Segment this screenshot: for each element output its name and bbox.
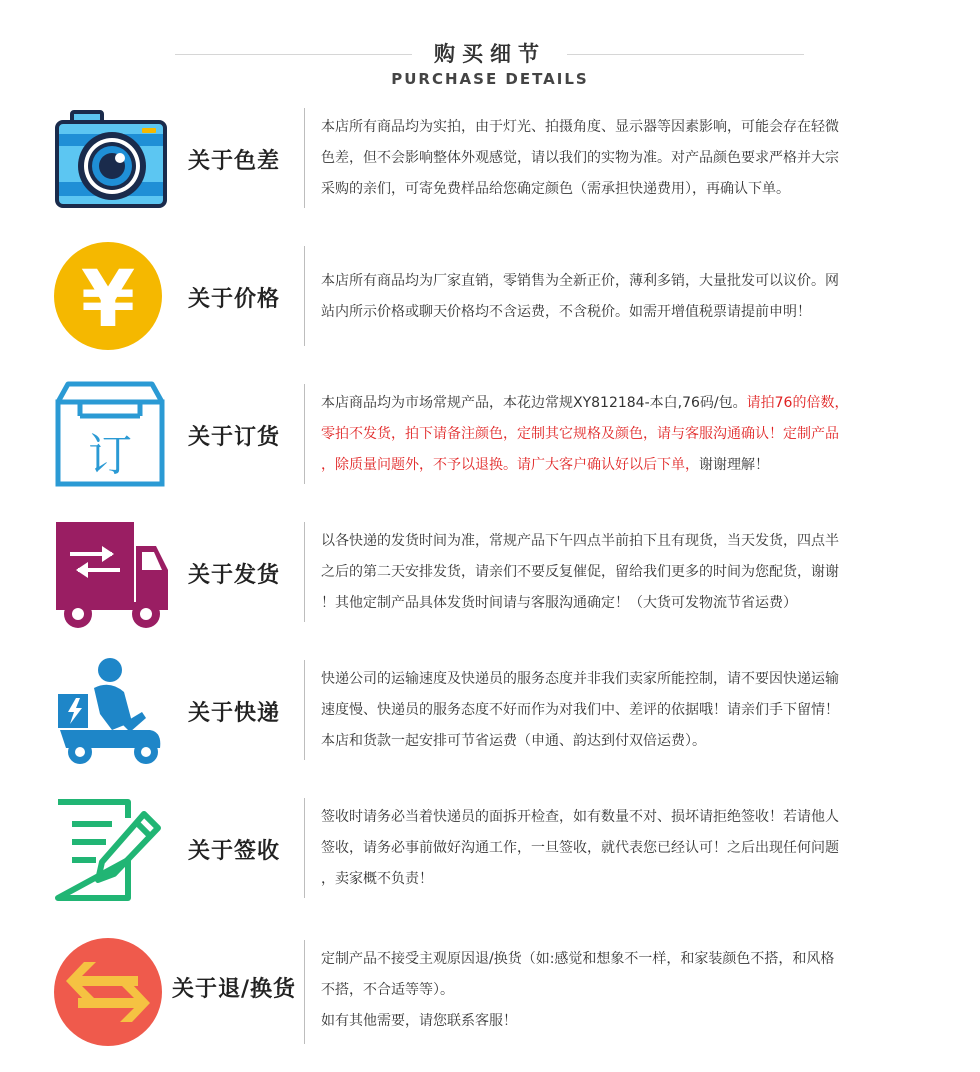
section-label: 关于色差 bbox=[187, 148, 280, 174]
order-warning-text: 零拍不发货，拍下请备注颜色，定制其它规格及颜色，请与客服沟通确认！定制产品 bbox=[321, 426, 839, 442]
description-line: 本店所有商品均为厂家直销，零销售为全新正价，薄利多销，大量批发可以议价。网 bbox=[321, 273, 839, 289]
camera-icon bbox=[50, 100, 170, 220]
description-line: 之后的第二天安排发货，请亲们不要反复催促，留给我们更多的时间为您配货，谢谢 bbox=[321, 564, 839, 580]
yen-icon bbox=[50, 238, 170, 358]
section-description bbox=[321, 388, 926, 481]
section-description bbox=[321, 944, 926, 1037]
courier-scooter-icon bbox=[50, 652, 170, 772]
section-label: 关于退/换货 bbox=[171, 976, 297, 1002]
description-line: 本店和货款一起安排可节省运费（申通、韵达到付双倍运费）。 bbox=[321, 733, 706, 749]
order-glyph: 订 bbox=[88, 430, 132, 481]
section-divider bbox=[304, 522, 305, 622]
order-warning-text: 请拍76的倍数， bbox=[746, 395, 849, 411]
section-returns bbox=[0, 918, 980, 1056]
section-ordering bbox=[0, 366, 980, 504]
section-description bbox=[321, 802, 926, 895]
section-divider bbox=[304, 798, 305, 898]
order-box-icon bbox=[50, 376, 170, 496]
section-divider bbox=[304, 660, 305, 760]
description-line: ！其他定制产品具体发货时间请与客服沟通确定！（大货可发物流节省运费） bbox=[321, 595, 797, 611]
description-line: 站内所示价格或聊天价格均不含运费，不含税价。如需开增值税票请提前申明！ bbox=[321, 304, 811, 320]
description-line bbox=[321, 450, 926, 481]
yen-glyph: ¥ bbox=[80, 255, 136, 345]
delivery-truck-icon bbox=[50, 514, 170, 634]
order-notice-text: 谢谢理解！ bbox=[699, 457, 769, 473]
description-line: 速度慢、快递员的服务态度不好而作为对我们中、差评的依据哦！请亲们手下留情！ bbox=[321, 702, 839, 718]
page-title: 购买细节 bbox=[434, 42, 546, 66]
section-divider bbox=[304, 246, 305, 346]
section-divider bbox=[304, 940, 305, 1044]
section-label: 关于快递 bbox=[187, 700, 280, 726]
section-price bbox=[0, 228, 980, 366]
section-label: 关于发货 bbox=[187, 562, 280, 588]
section-label: 关于签收 bbox=[187, 838, 280, 864]
section-label: 关于订货 bbox=[187, 424, 280, 450]
description-line: 不搭，不合适等等）。 bbox=[321, 982, 454, 998]
section-description bbox=[321, 266, 926, 328]
description-line: ，卖家概不负责！ bbox=[321, 871, 433, 887]
page-header bbox=[0, 0, 980, 100]
description-line bbox=[321, 388, 926, 419]
section-description bbox=[321, 664, 926, 757]
order-notice-text: 本店商品均为市场常规产品，本花边常规XY812184-本白,76码/包。 bbox=[321, 395, 747, 411]
description-line: 快递公司的运输速度及快递员的服务态度并非我们卖家所能控制，请不要因快递运输 bbox=[321, 671, 839, 687]
section-signing bbox=[0, 780, 980, 918]
section-label: 关于价格 bbox=[187, 286, 280, 312]
description-line: 如有其他需要，请您联系客服！ bbox=[321, 1013, 517, 1029]
order-warning-text: ，除质量问题外，不予以退换。请广大客户确认好以后下单， bbox=[321, 457, 699, 473]
description-line: 采购的亲们，可寄免费样品给您确定颜色（需承担快递费用），再确认下单。 bbox=[321, 181, 790, 197]
page-subtitle: PURCHASE DETAILS bbox=[391, 70, 589, 88]
section-divider bbox=[304, 384, 305, 484]
description-line: 以各快递的发货时间为准，常规产品下午四点半前拍下且有现货，当天发货，四点半 bbox=[321, 533, 839, 549]
section-courier bbox=[0, 642, 980, 780]
sign-document-icon bbox=[50, 790, 170, 910]
description-line: 签收时请务必当着快递员的面拆开检查，如有数量不对、损坏请拒绝签收！若请他人 bbox=[321, 809, 839, 825]
description-line: 签收，请务必事前做好沟通工作，一旦签收，就代表您已经认可！之后出现任何问题 bbox=[321, 840, 839, 856]
section-divider bbox=[304, 108, 305, 208]
description-line: 色差，但不会影响整体外观感觉，请以我们的实物为准。对产品颜色要求严格并大宗 bbox=[321, 150, 839, 166]
section-color-difference bbox=[0, 90, 980, 228]
section-shipping bbox=[0, 504, 980, 642]
section-description bbox=[321, 112, 926, 205]
section-description bbox=[321, 526, 926, 619]
description-line: 本店所有商品均为实拍，由于灯光、拍摄角度、显示器等因素影响，可能会存在轻微 bbox=[321, 119, 839, 135]
description-line: 定制产品不接受主观原因退/换货（如:感觉和想象不一样，和家装颜色不搭，和风格 bbox=[321, 951, 835, 967]
return-exchange-icon bbox=[50, 932, 170, 1052]
